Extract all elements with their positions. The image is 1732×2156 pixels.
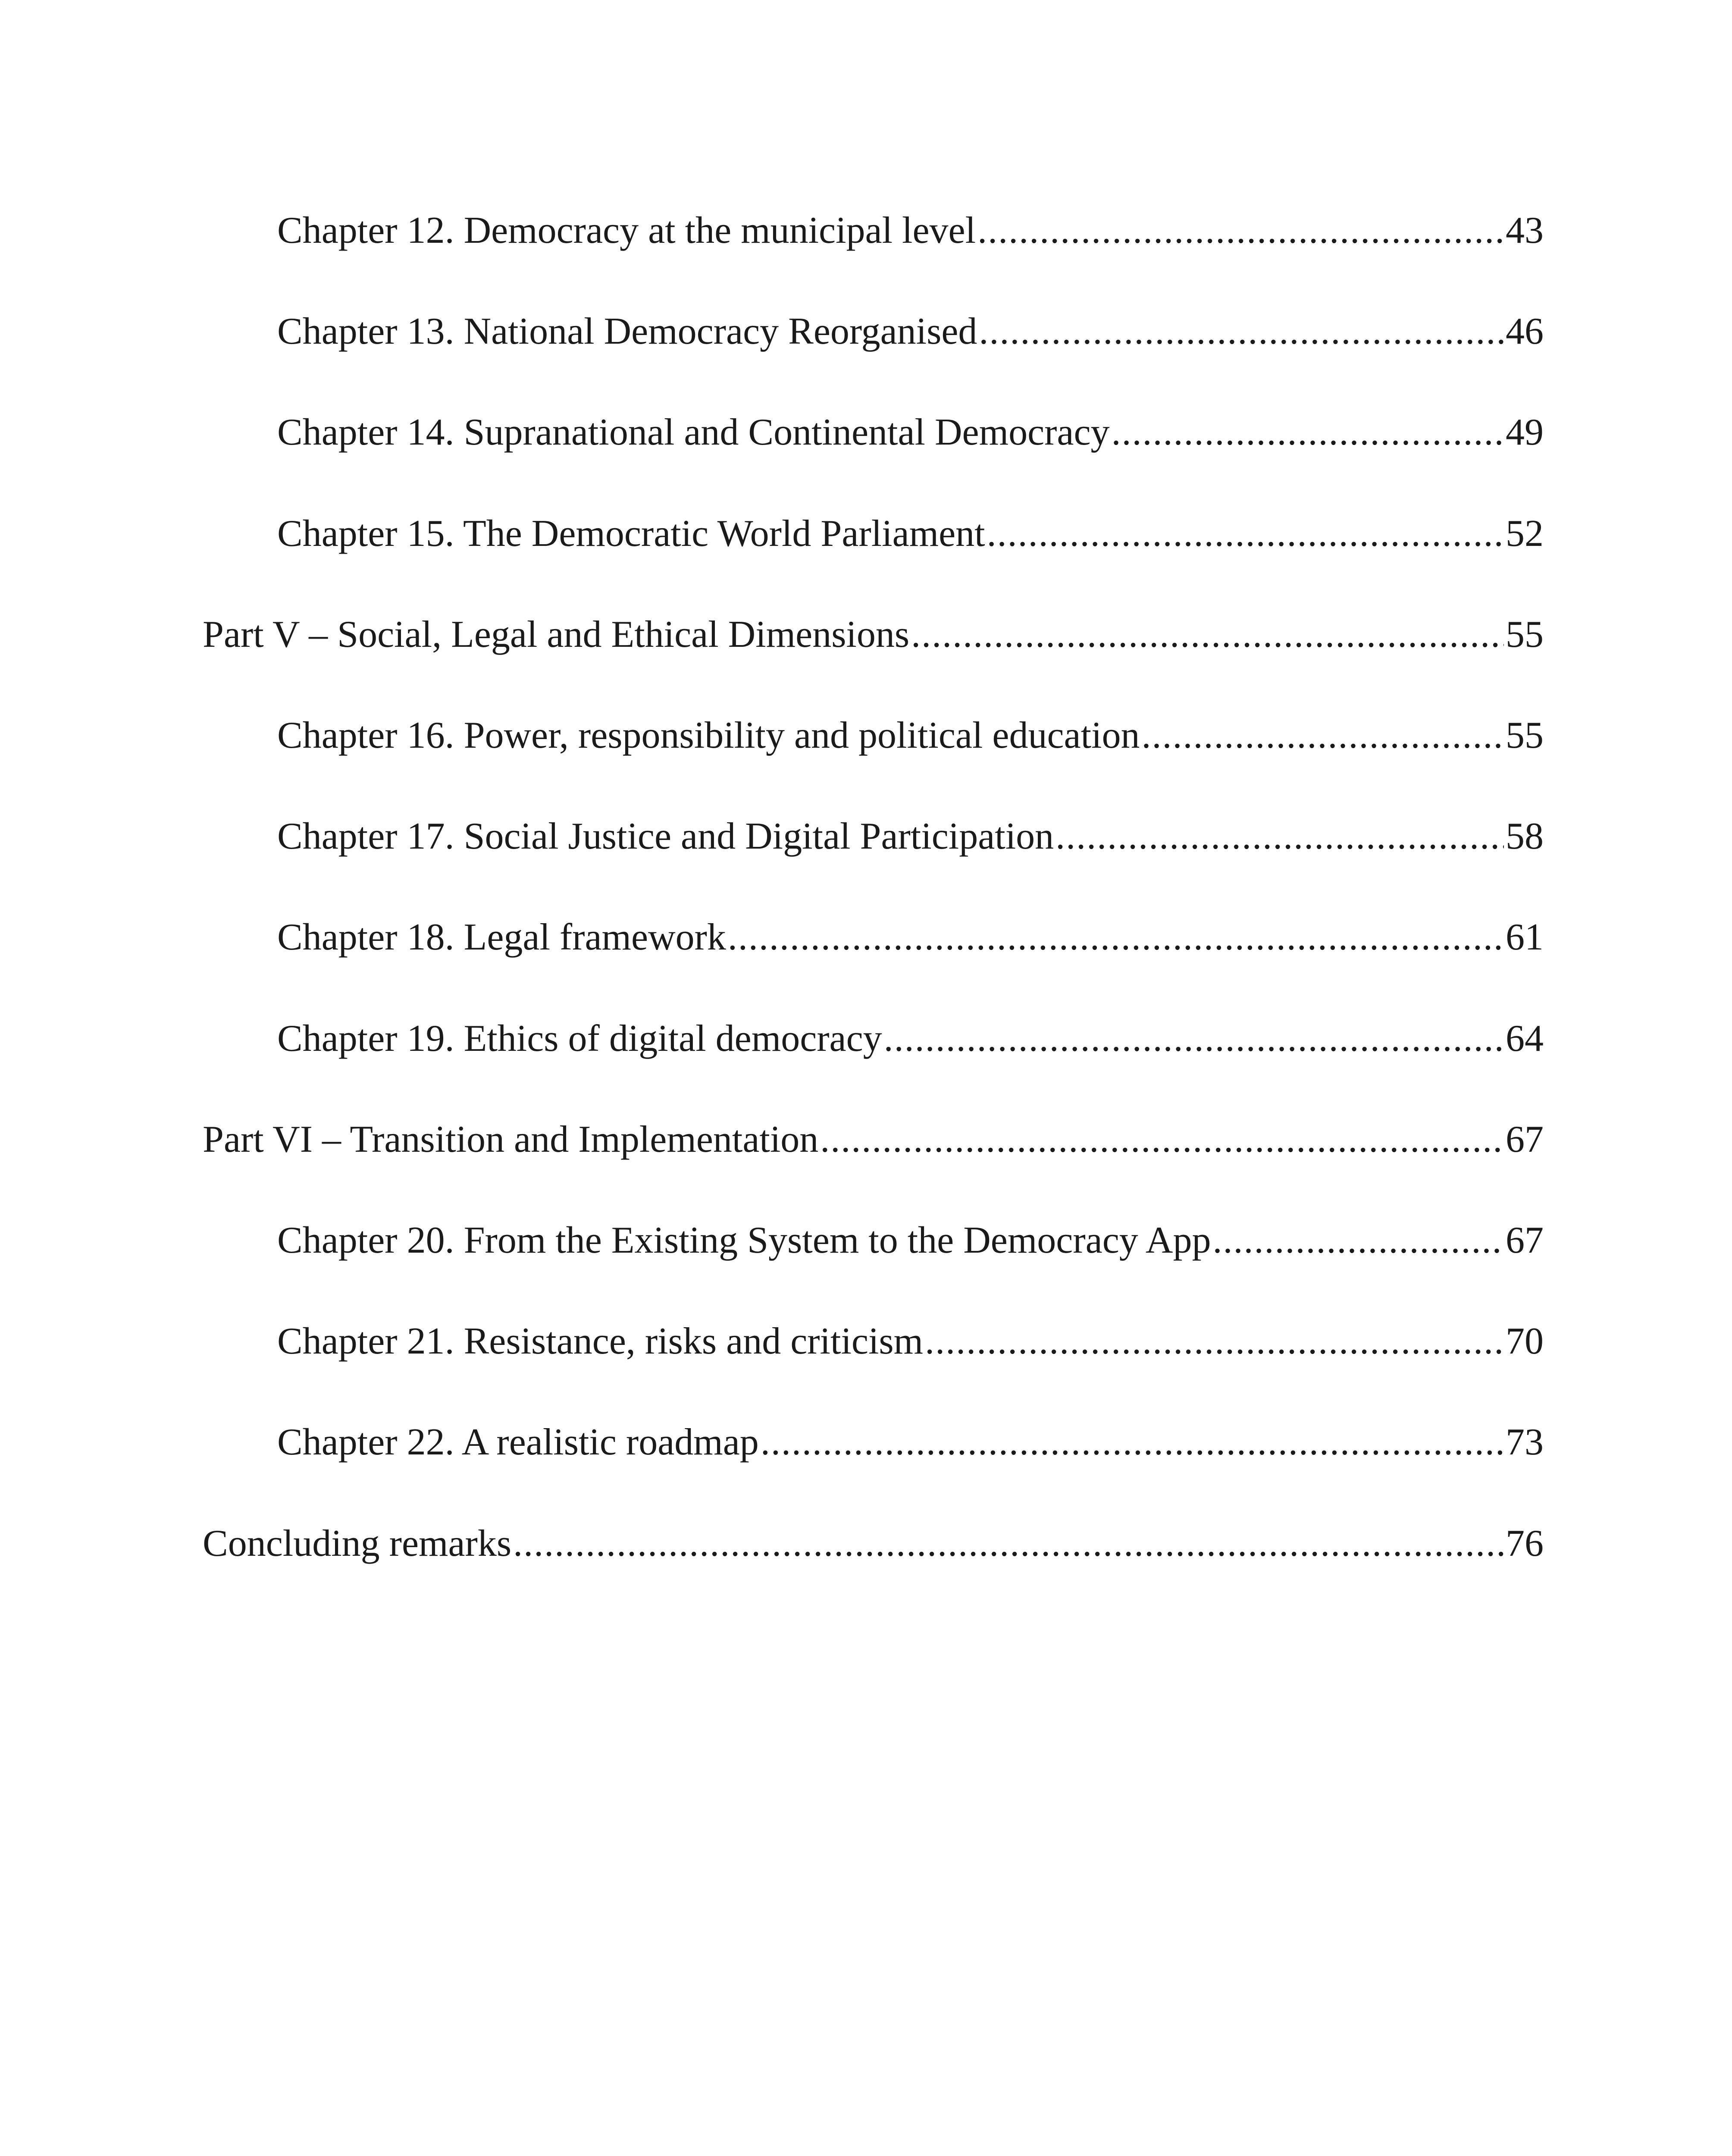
toc-page-number: 43 <box>1506 210 1544 251</box>
toc-page-number: 52 <box>1506 513 1544 555</box>
toc-page-number: 64 <box>1506 1018 1544 1059</box>
toc-entry[interactable] <box>277 1313 1544 1369</box>
toc-dot-leader <box>513 1516 1504 1572</box>
toc-dot-leader <box>911 607 1504 663</box>
toc-entry-title: Chapter 20. From the Existing System to the Democracy App <box>277 1219 1211 1261</box>
toc-entry[interactable] <box>277 1011 1544 1067</box>
toc-page-number: 46 <box>1506 310 1544 352</box>
toc-entry-part[interactable] <box>203 607 1544 663</box>
toc-entry[interactable] <box>277 203 1544 259</box>
toc-entry[interactable] <box>277 1414 1544 1470</box>
toc-entry[interactable] <box>277 1213 1544 1269</box>
toc-dot-leader <box>761 1414 1504 1470</box>
toc-dot-leader <box>884 1011 1504 1067</box>
toc-page-number: 55 <box>1506 714 1544 756</box>
toc-dot-leader <box>979 304 1504 360</box>
toc-page-number: 67 <box>1506 1119 1544 1160</box>
toc-dot-leader <box>987 506 1504 562</box>
toc-page-number: 58 <box>1506 815 1544 857</box>
toc-entry-title: Chapter 13. National Democracy Reorganised <box>277 310 977 352</box>
toc-entry-title: Chapter 17. Social Justice and Digital Participation <box>277 815 1054 857</box>
toc-page-number: 73 <box>1506 1421 1544 1463</box>
toc-dot-leader <box>1055 808 1504 865</box>
toc-dot-leader <box>728 909 1504 965</box>
toc-dot-leader <box>1142 708 1504 764</box>
toc-page-number: 76 <box>1506 1523 1544 1564</box>
toc-entry-part[interactable] <box>203 1112 1544 1168</box>
toc-page-number: 61 <box>1506 916 1544 958</box>
toc-entry-title: Chapter 18. Legal framework <box>277 916 726 958</box>
toc-entry-title: Part V – Social, Legal and Ethical Dimensions <box>203 614 910 655</box>
toc-dot-leader <box>1112 404 1504 461</box>
toc-entry-title: Chapter 12. Democracy at the municipal level <box>277 210 976 251</box>
toc-page-number: 49 <box>1506 411 1544 453</box>
toc-entry[interactable] <box>277 304 1544 360</box>
toc-entry-title: Chapter 19. Ethics of digital democracy <box>277 1018 882 1059</box>
toc-entry-title: Chapter 15. The Democratic World Parliament <box>277 513 985 555</box>
toc-entry[interactable] <box>277 808 1544 865</box>
toc-entry-part[interactable] <box>203 1516 1544 1572</box>
toc-entry[interactable] <box>277 506 1544 562</box>
toc-entry[interactable] <box>277 909 1544 965</box>
toc-dot-leader <box>977 203 1504 259</box>
toc-entry-title: Concluding remarks <box>203 1523 512 1564</box>
toc-entry-title: Part VI – Transition and Implementation <box>203 1119 819 1160</box>
toc-dot-leader <box>925 1313 1504 1369</box>
toc-entry-title: Chapter 22. A realistic roadmap <box>277 1421 759 1463</box>
toc-entry-title: Chapter 14. Supranational and Continental Democracy <box>277 411 1110 453</box>
toc-dot-leader <box>1212 1213 1504 1269</box>
toc-dot-leader <box>820 1112 1504 1168</box>
toc-page-number: 55 <box>1506 614 1544 655</box>
toc-entry[interactable] <box>277 404 1544 461</box>
toc-page-number: 70 <box>1506 1320 1544 1362</box>
toc-entry[interactable] <box>277 708 1544 764</box>
toc-entry-title: Chapter 16. Power, responsibility and political education <box>277 714 1140 756</box>
toc-entry-title: Chapter 21. Resistance, risks and criticism <box>277 1320 924 1362</box>
toc-page-number: 67 <box>1506 1219 1544 1261</box>
